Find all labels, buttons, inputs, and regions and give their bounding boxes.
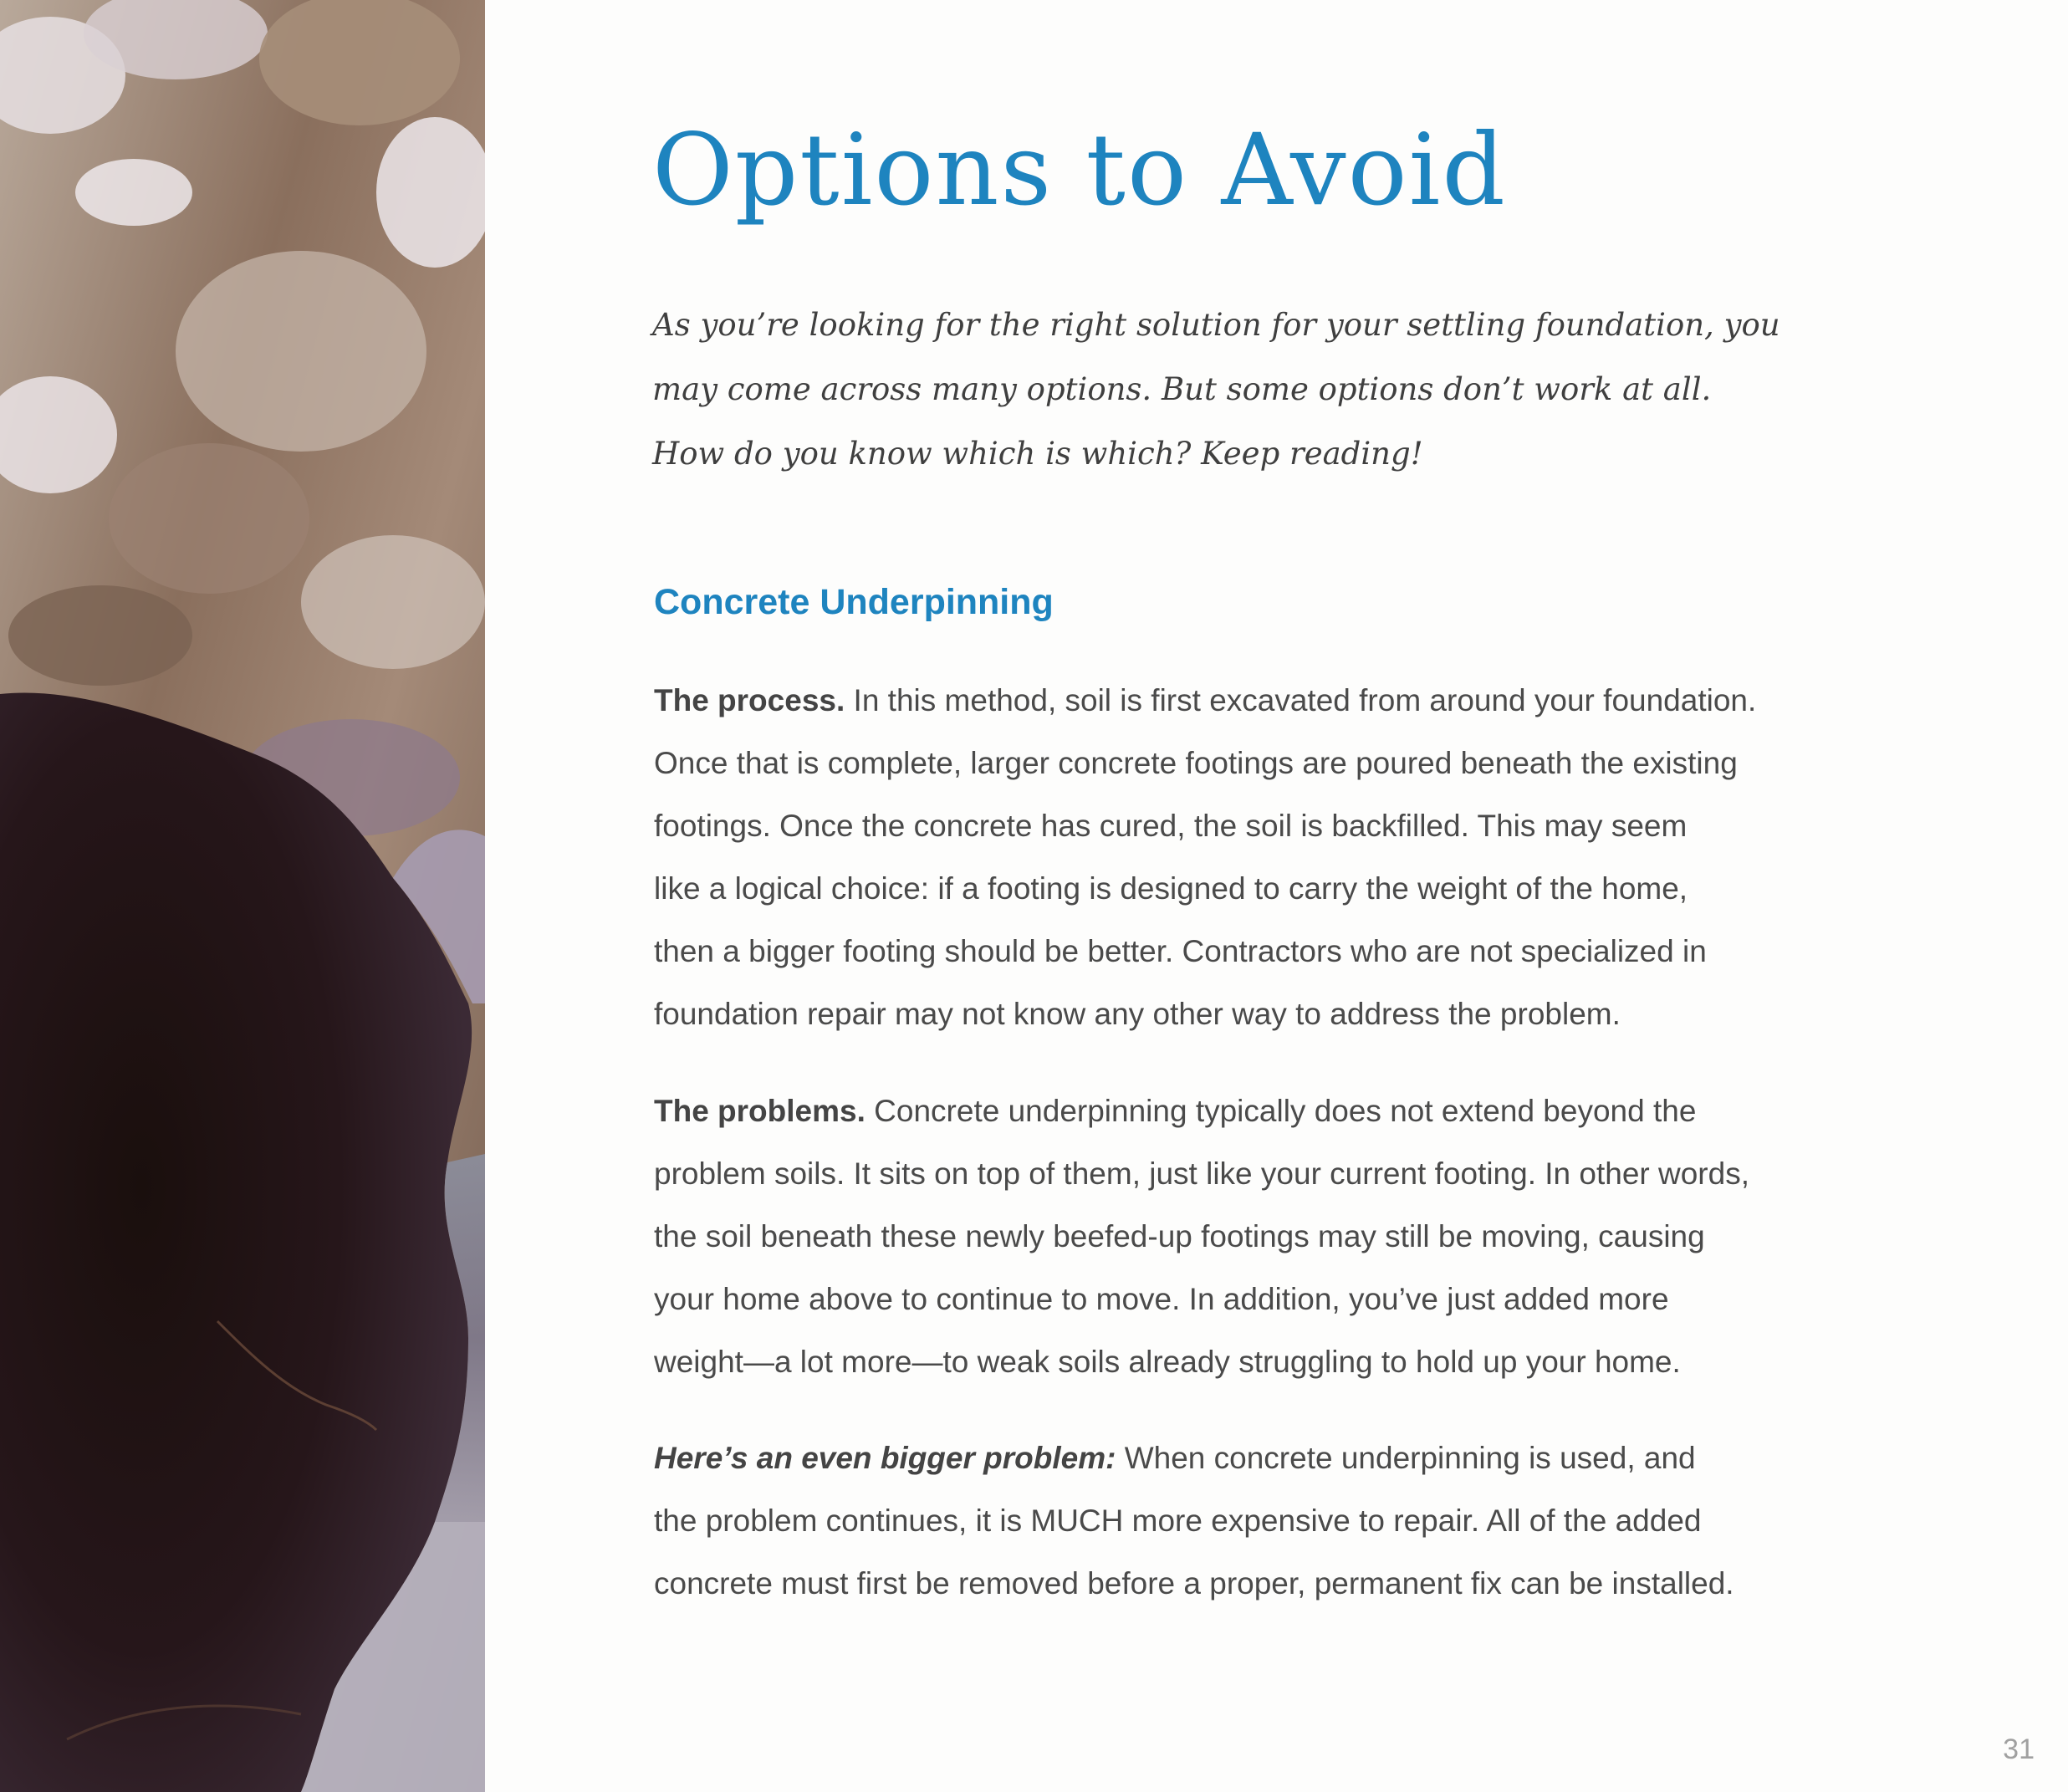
paragraph-text: Concrete underpinning typically does not extend beyond the [865, 1094, 1697, 1128]
process-paragraph [654, 669, 1958, 1045]
intro-text [652, 293, 1856, 486]
paragraph-line: then a bigger footing should be better. Contractors who are not specialized in [654, 934, 1707, 968]
paragraph-line: foundation repair may not know any other way to address the problem. [654, 997, 1621, 1031]
paragraph-line: problem soils. It sits on top of them, just like your current footing. In other words, [654, 1156, 1749, 1191]
paragraph-line [654, 1427, 1958, 1489]
paragraph-line [654, 669, 1958, 732]
paragraph-lead: The process. [654, 683, 845, 717]
soil-hole-image [0, 0, 485, 1792]
page-number: 31 [2003, 1733, 2035, 1765]
excavated-soil-photo [0, 0, 485, 1792]
bigger-problem-paragraph [654, 1427, 1958, 1615]
paragraph-lead: Here’s an even bigger problem: [654, 1441, 1116, 1475]
page-title: Options to Avoid [652, 112, 1507, 227]
paragraph-line: concrete must first be removed before a proper, permanent fix can be installed. [654, 1566, 1734, 1601]
paragraph-line: footings. Once the concrete has cured, the soil is backfilled. This may seem [654, 809, 1688, 843]
paragraph-line: like a logical choice: if a footing is designed to carry the weight of the home, [654, 871, 1688, 906]
paragraph-lead: The problems. [654, 1094, 865, 1128]
paragraph-line: the problem continues, it is MUCH more expensive to repair. All of the added [654, 1504, 1702, 1538]
paragraph-line [654, 1080, 1958, 1142]
paragraph-text: In this method, soil is first excavated from around your foundation. [845, 683, 1757, 717]
paragraph-text: When concrete underpinning is used, and [1116, 1441, 1696, 1475]
paragraph-line: Once that is complete, larger concrete footings are poured beneath the existing [654, 746, 1738, 780]
intro-line: As you’re looking for the right solution for your settling foundation, you [652, 307, 1780, 343]
paragraph-line: your home above to continue to move. In addition, you’ve just added more [654, 1282, 1669, 1316]
problems-paragraph [654, 1080, 1958, 1393]
section-heading: Concrete Underpinning [654, 582, 1054, 622]
paragraph-line: the soil beneath these newly beefed-up footings may still be moving, causing [654, 1219, 1705, 1253]
intro-line: may come across many options. But some options don’t work at all. [652, 371, 1712, 407]
paragraph-line: weight—a lot more—to weak soils already struggling to hold up your home. [654, 1345, 1681, 1379]
intro-line: How do you know which is which? Keep reading! [652, 436, 1423, 472]
